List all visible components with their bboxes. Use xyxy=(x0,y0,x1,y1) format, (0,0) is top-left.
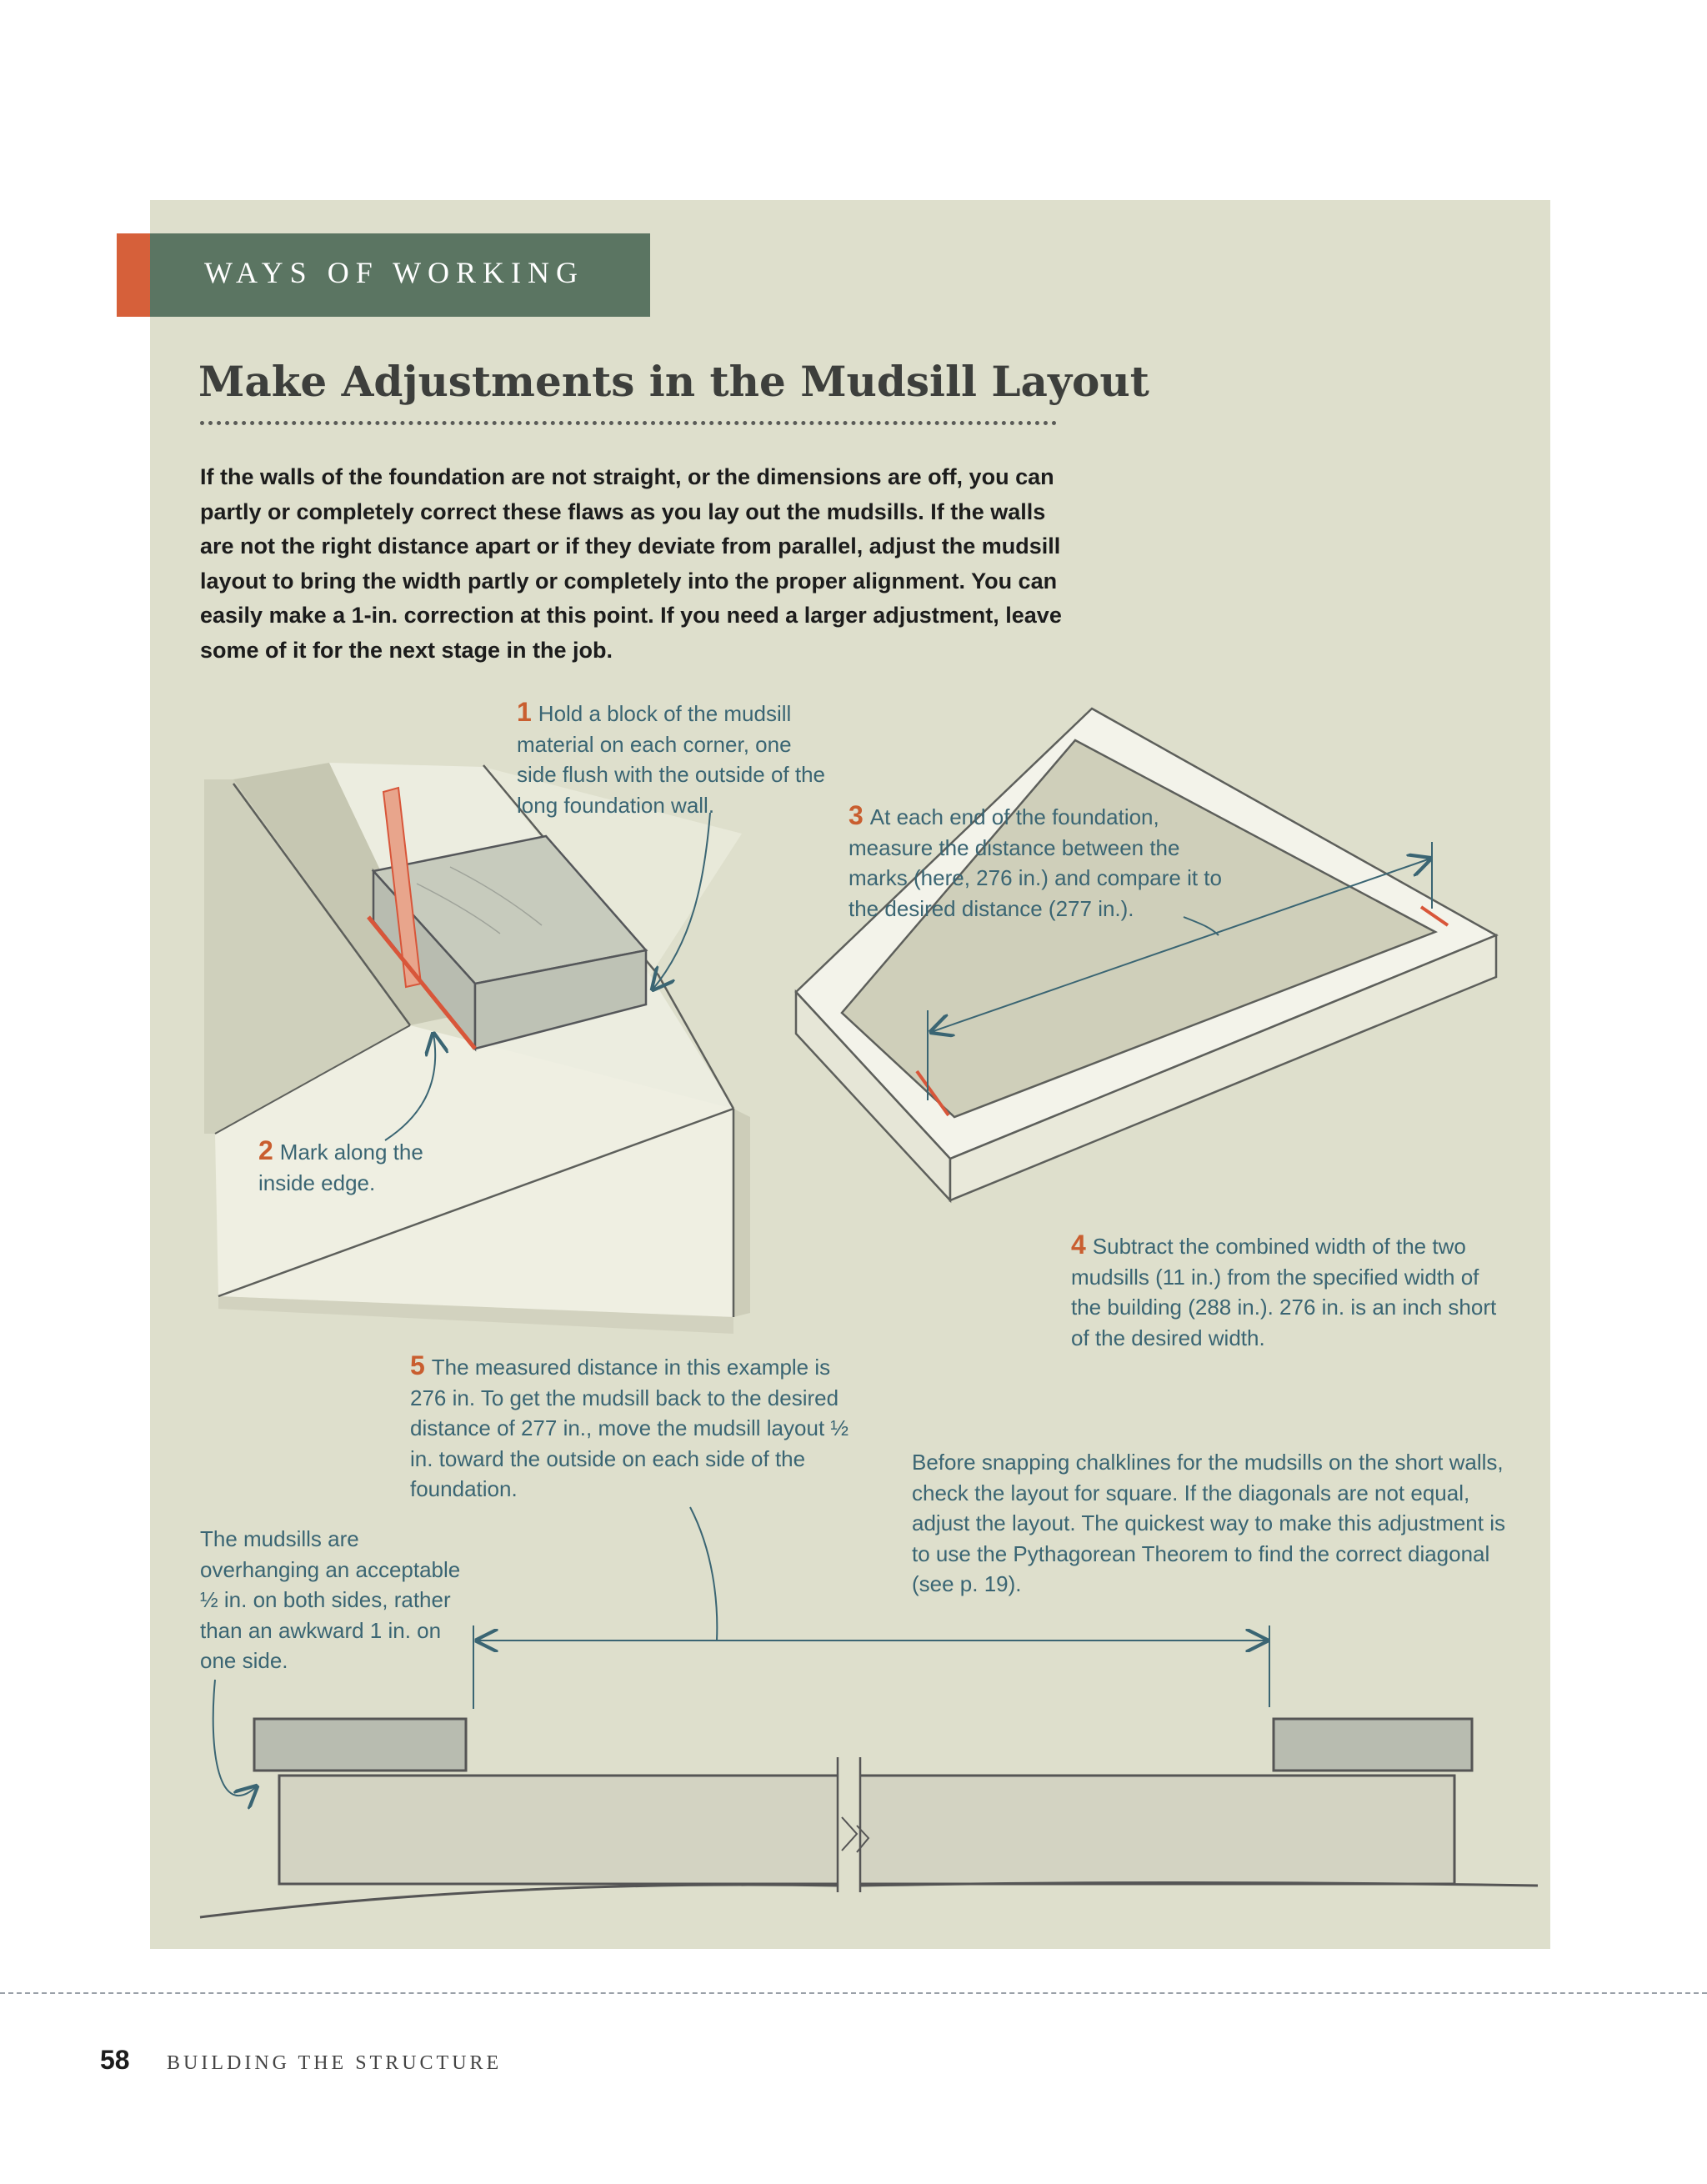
intro-paragraph: If the walls of the foundation are not straight, or the dimensions are off, you can partly or completely correct these flaws as you lay out the mudsills. If the walls are not the right distance apart or if they deviate from parallel, adjust the mudsill layout to bring the width partly or completely into the proper alignment. You can easily make a 1-in. correction at this point. If you need a larger adjustment, leave some of it for the next stage in the job. xyxy=(200,464,1062,663)
foundation-plan-illustration xyxy=(796,709,1496,1200)
callout-step-1: 1 Hold a block of the mudsill material on each corner, one side flush with the outside of the long foundation wall. xyxy=(517,697,826,818)
mudsill-right xyxy=(1274,1719,1472,1771)
footer-dashed-rule xyxy=(0,1992,1707,1994)
overhang-note: The mudsills are overhanging an acceptable ½ in. on both sides, rather than an awkward 1 in. on one side. xyxy=(200,1526,461,1674)
callout-step-5: 5 The measured distance in this example is 276 in. To get the mudsill back to the desired distance of 277 in., move the mudsill layout ½ in. toward the outside on each side of the foundation. xyxy=(410,1350,849,1502)
callout-step-2: 2 Mark along the inside edge. xyxy=(258,1135,423,1195)
page-number: 58 xyxy=(100,2045,130,2075)
section-label: WAYS OF WORKING xyxy=(204,256,585,289)
running-head: BUILDING THE STRUCTURE xyxy=(167,2052,503,2074)
mudsill-left xyxy=(254,1719,466,1771)
callout-step-4: 4 Subtract the combined width of the two mudsills (11 in.) from the specified width of the building (288 in.). 276 in. is an inch short of the desired width. xyxy=(1071,1230,1497,1350)
article-title: Make Adjustments in the Mudsill Layout xyxy=(198,357,1149,406)
callout-step-3: 3 At each end of the foundation, measure the distance between the marks (here, 276 in.) and compare it to the desired distance (277 in.). xyxy=(848,800,1222,921)
overhang-leader-arrow xyxy=(213,1680,257,1796)
corner-foundation-illustration xyxy=(204,763,750,1334)
square-check-note: Before snapping chalklines for the mudsills on the short walls, check the layout for square. If the diagonals are not equal, adjust the layout. The quickest way to make this adjustment is to use the Pythagorean Theorem to find the correct diagonal (see p. 19). xyxy=(912,1450,1505,1597)
